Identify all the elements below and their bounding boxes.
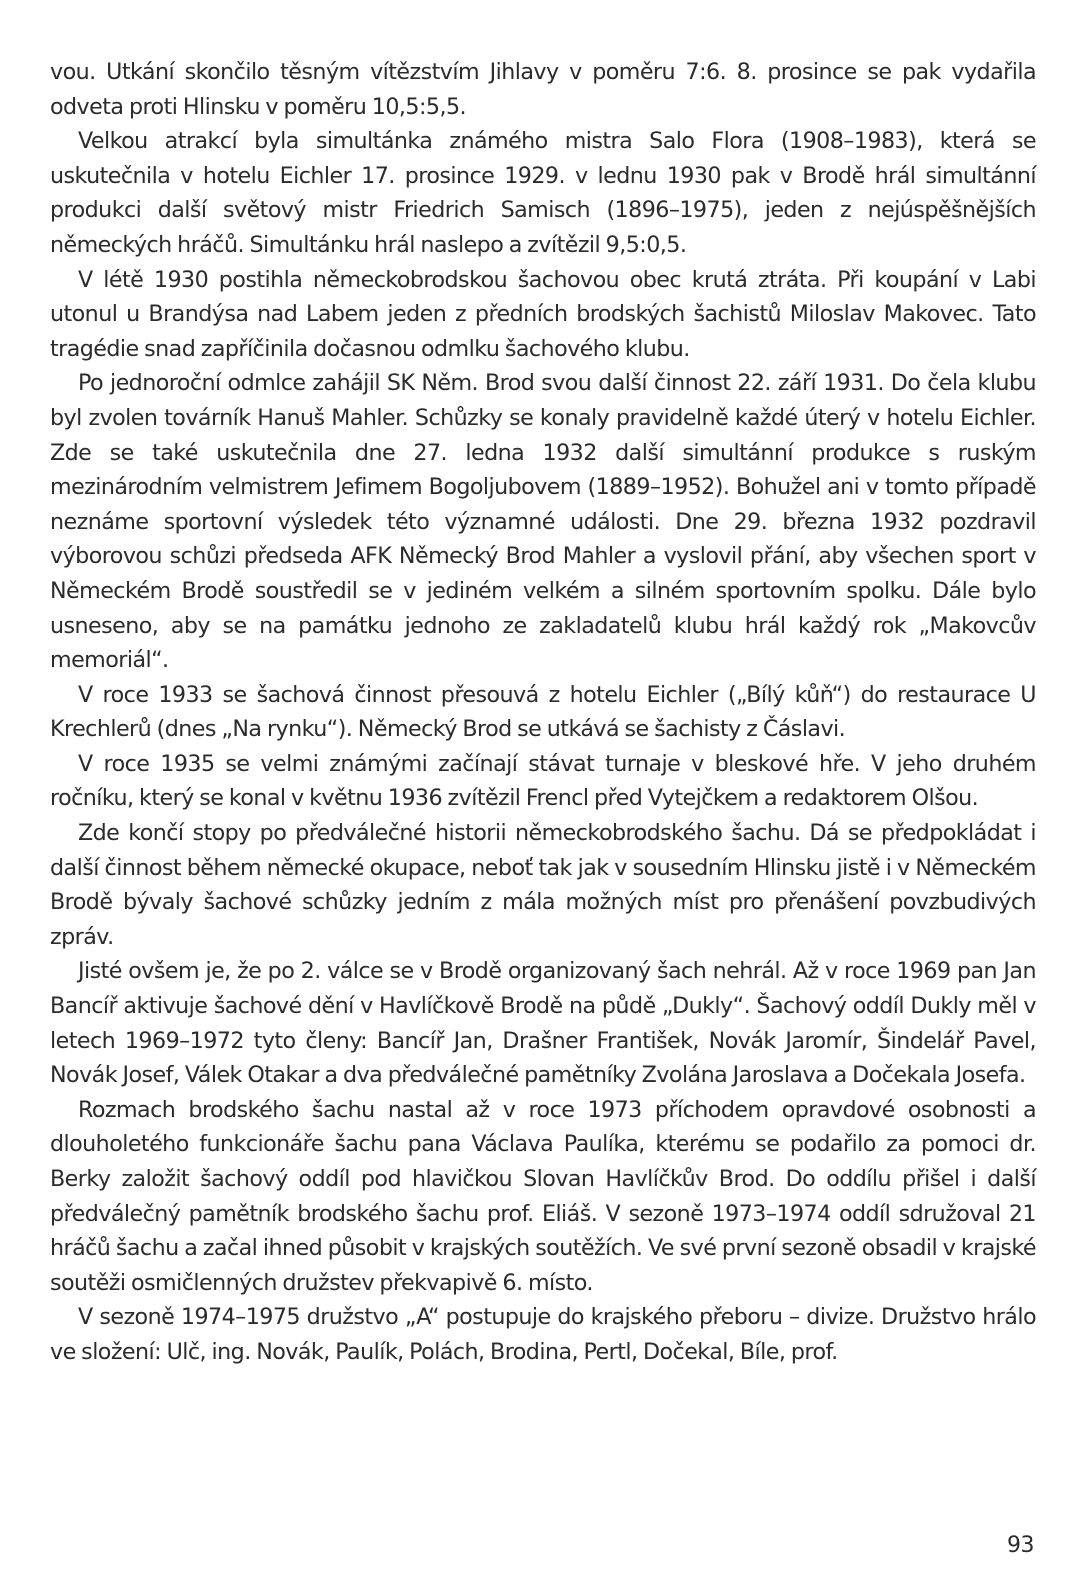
paragraph-1933: V roce 1933 se šachová činnost přesouvá z hotelu Eichler („Bílý kůň“) do restaurace U Krechlerů (dnes „Na rynku“). Německý Brod se utkává se šachisty z Čáslavi. xyxy=(50,681,1036,743)
paragraph-1931-restart: Po jednoroční odmlce zahájil SK Něm. Brod svou další činnost 22. září 1931. Do čela klubu byl zvolen továrník Hanuš Mahler. Schůzky se konaly pravidelně každé úterý v hotelu Eichler. Zde se také uskutečnila dne 27. ledna 1932 další simultánní produkce s ruským mezinárodním velmistrem Jefimem Bogoljubovem (1889–1952). Bohužel ani v tomto případě neznáme sportovní výsledek této významné události. Dne 29. března 1932 pozdravil výborovou schůzi předseda AFK Německý Brod Mahler a vyslovil přání, aby všechen sport v Německém Brodě soustředil se v jediném velkém a silném sportovním spolku. Dále bylo usneseno, aby se na památku jednoho ze zakladatelů klubu hrál každý rok „Makovcův memoriál“. xyxy=(50,370,1036,674)
paragraph-continuation: vou. Utkání skončilo těsným vítězstvím Jihlavy v poměru 7:6. 8. prosince se pak vydařila odveta proti Hlinsku v poměru 10,5:5,5. xyxy=(50,59,1036,120)
paragraph-dukla: Jisté ovšem je, že po 2. válce se v Brodě organizovaný šach nehrál. Až v roce 1969 pan Jan Bancíř aktivuje šachové dění v Havlíčkově Brodě na půdě „Dukly“. Šachový oddíl Dukly měl v letech 1969–1972 tyto členy: Bancíř Jan, Drašner František, Novák Jaromír, Šindelář Pavel, Novák Josef, Válek Otakar a dva předválečné pamětníky Zvolána Jaroslava a Dočekala Josefa. xyxy=(50,958,1036,1089)
paragraph-1974-1975: V sezoně 1974–1975 družstvo „A“ postupuje do krajského přeboru – divize. Družstvo hrálo ve složení: Ulč, ing. Novák, Paulík, Polách, Brodina, Pertl, Dočekal, Bíle, prof. xyxy=(50,1304,1036,1365)
paragraph-1973: Rozmach brodského šachu nastal až v roce 1973 příchodem opravdové osobnosti a dlouholetého funkcionáře šachu pana Václava Paulíka, kterému se podařilo za pomoci dr. Berky založit šachový oddíl pod hlavičkou Slovan Havlíčkův Brod. Do oddílu přišel i další předválečný pamětník brodského šachu prof. Eliáš. V sezoně 1973–1974 oddíl sdružoval 21 hráčů šachu a začal ihned působit v krajských soutěžích. Ve své první sezoně obsadil v krajské soutěži osmičlenných družstev překvapivě 6. místo. xyxy=(50,1096,1036,1296)
paragraph-1935: V roce 1935 se velmi známými začínají stávat turnaje v bleskové hře. V jeho druhém ročníku, který se konal v květnu 1936 zvítězil Frencl před Vytejčkem a redaktorem Olšou. xyxy=(50,750,1036,812)
page-number: 93 xyxy=(1007,1533,1034,1558)
body-text xyxy=(50,55,1036,1370)
paragraph-prewar-end: Zde končí stopy po předválečné historii německobrodského šachu. Dá se předpokládat i další činnost během německé okupace, neboť tak jak v sousedním Hlinsku jistě i v Německém Brodě bývaly šachové schůzky jedním z mála možných míst pro přenášení povzbudivých zpráv. xyxy=(50,820,1036,950)
paragraph-makovec: V létě 1930 postihla německobrodskou šachovou obec krutá ztráta. Při koupání v Labi utonul u Brandýsa nad Labem jeden z předních brodských šachistů Miloslav Makovec. Tato tragédie snad zapříčinila dočasnou odmlku šachového klubu. xyxy=(50,266,1036,362)
paragraph-salo-flor-simul: Velkou atrakcí byla simultánka známého mistra Salo Flora (1908–1983), která se uskutečnila v hotelu Eichler 17. prosince 1929. v lednu 1930 pak v Brodě hrál simultánní produkci další světový mistr Friedrich Samisch (1896–1975), jeden z nejúspěšnějších německých hráčů. Simultánku hrál naslepo a zvítězil 9,5:0,5. xyxy=(50,128,1036,258)
